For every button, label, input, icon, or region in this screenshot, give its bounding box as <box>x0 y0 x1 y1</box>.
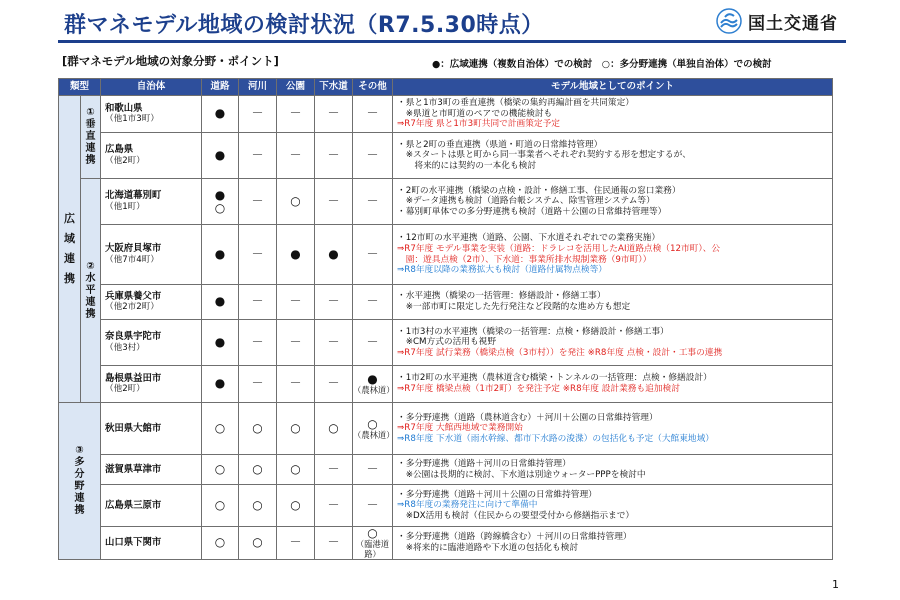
mark-sewer <box>315 485 353 527</box>
mark-sewer <box>315 403 353 455</box>
mark-park <box>277 320 315 366</box>
city-name: 広島県 <box>105 144 134 155</box>
city-cell <box>101 366 202 403</box>
mark-symbol: ● <box>367 372 378 386</box>
table-row <box>59 366 833 403</box>
table-row <box>59 179 833 225</box>
mark-symbol: ○ <box>214 461 226 476</box>
point-line: ・1市2町の水平連携（農林道含む橋梁・トンネルの一括管理：点検・修繕設計） <box>397 373 712 384</box>
city-partners: （他1町） <box>105 201 145 212</box>
point-line: ・12市町の水平連携（道路、公園、下水道それぞれでの業務実施） <box>397 233 661 244</box>
mark-other <box>353 179 393 225</box>
point-cell <box>393 179 833 225</box>
mark-road <box>202 96 239 133</box>
mark-symbol: ● <box>328 246 339 261</box>
group-vertical-text: ①垂直連携 <box>85 107 96 166</box>
mark-sewer <box>315 225 353 285</box>
city-partners: （他3村） <box>105 342 145 353</box>
mark-sewer <box>315 527 353 560</box>
mark-symbol: － <box>327 193 340 208</box>
point-line: ・1市3村の水平連携（橋梁の一括管理：点検・修繕設計・修繕工事） <box>397 326 669 337</box>
col-road: 道路 <box>202 79 239 96</box>
point-line: ⇒R7年度 県と1市3町共同で計画策定予定 <box>397 119 560 130</box>
ministry-name: 国土交通省 <box>748 13 838 34</box>
point-cell <box>393 133 833 179</box>
city-cell <box>101 179 202 225</box>
mark-road <box>202 455 239 485</box>
point-cell <box>393 485 833 527</box>
point-cell <box>393 455 833 485</box>
mark-river <box>239 285 277 320</box>
city-cell <box>101 455 202 485</box>
table-row <box>59 455 833 485</box>
mark-symbol: ○ <box>214 497 226 512</box>
point-line: ※将来的に臨港道路や下水道の包括化も検討 <box>397 543 579 553</box>
mark-symbol-secondary: ○ <box>214 200 226 215</box>
mark-symbol: － <box>251 334 264 349</box>
city-partners: （他2町） <box>105 384 145 394</box>
mark-symbol: － <box>327 334 340 349</box>
city-name: 島根県益田市 <box>105 372 162 384</box>
city-cell <box>101 403 202 455</box>
mark-park <box>277 96 315 133</box>
mark-symbol: － <box>366 294 379 309</box>
point-line: 園：遊具点検（2市）、下水道：事業所排水規制業務（9市町）） <box>397 254 652 265</box>
mark-note: （農林道） <box>353 429 395 440</box>
point-cell <box>393 225 833 285</box>
table-row <box>59 485 833 527</box>
mark-symbol: － <box>289 106 302 121</box>
model-region-table <box>58 78 833 560</box>
mark-other <box>353 485 393 527</box>
point-cell <box>393 96 833 133</box>
mark-park <box>277 225 315 285</box>
city-partners: （他2市2町） <box>105 302 159 312</box>
group-multi-text: ③多分野連携 <box>74 445 85 516</box>
point-line: ※スタートは県と町から同一事業者へそれぞれ契約する形を想定するが、 <box>397 150 691 161</box>
mark-symbol: － <box>251 376 264 391</box>
mark-symbol: ○ <box>252 461 263 476</box>
mark-symbol: － <box>289 535 302 550</box>
point-line: ・県と1市3町の垂直連携（橋梁の集約再編計画を共同策定） <box>397 98 634 109</box>
group-vertical-label <box>81 96 101 179</box>
point-line: ⇒R7年度 橋梁点検（1市2町）を発注予定 ※R8年度 設計業務も追加検討 <box>397 384 680 394</box>
point-cell <box>393 320 833 366</box>
mark-symbol: ● <box>214 334 226 349</box>
col-river: 河川 <box>239 79 277 96</box>
mark-symbol: － <box>366 147 379 162</box>
mark-road <box>202 485 239 527</box>
point-line: ・幕別町単体での多分野連携も検討（道路＋公園の日常維持管理等） <box>397 206 667 217</box>
city-cell <box>101 527 202 560</box>
mark-symbol: － <box>366 246 379 261</box>
point-line: ・多分野連携（道路＋河川の日常維持管理） <box>397 458 571 469</box>
group-wide-label <box>59 96 81 403</box>
col-park: 公園 <box>277 79 315 96</box>
mark-park <box>277 403 315 455</box>
mark-symbol: ○ <box>290 193 301 208</box>
mark-symbol: ● <box>290 246 301 261</box>
mark-road <box>202 179 239 225</box>
mark-symbol: ● <box>214 106 226 121</box>
mark-sewer <box>315 320 353 366</box>
table-row <box>59 133 833 179</box>
mark-symbol: － <box>289 147 302 162</box>
point-cell <box>393 403 833 455</box>
page-title: 群マネモデル地域の検討状況（R7.5.30時点） <box>64 13 544 38</box>
city-name: 北海道幕別町 <box>105 190 162 201</box>
city-cell <box>101 225 202 285</box>
point-line: ・多分野連携（道路（農林道含む）＋河川＋公園の日常維持管理） <box>397 412 658 423</box>
mark-symbol: ○ <box>290 420 301 435</box>
city-cell <box>101 96 202 133</box>
mark-symbol: ○ <box>328 420 339 435</box>
mark-park <box>277 179 315 225</box>
point-line: ⇒R8年度 下水道（雨水幹線、都市下水路の浚渫）の包括化も予定（大館東地域） <box>397 433 714 444</box>
mark-river <box>239 485 277 527</box>
group-horizontal-text: ②水平連携 <box>85 260 96 320</box>
table-row <box>59 403 833 455</box>
mark-symbol: － <box>289 334 302 349</box>
mark-symbol: － <box>327 106 340 121</box>
city-cell <box>101 285 202 320</box>
mark-symbol: ● <box>214 187 226 202</box>
mark-other <box>353 285 393 320</box>
mark-other <box>353 455 393 485</box>
point-line: ※公園は長期的に検討、下水道は別途ウォーターPPPを検討中 <box>397 469 646 480</box>
mark-road <box>202 225 239 285</box>
legend: ●：広域連携（複数自治体）での検討 ○：多分野連携（単独自治体）での検討 <box>432 59 772 70</box>
mark-symbol: ○ <box>367 526 378 540</box>
mark-road <box>202 133 239 179</box>
mark-road <box>202 403 239 455</box>
mark-other <box>353 96 393 133</box>
point-line: ⇒R8年度の業務発注に向けて準備中 <box>397 500 538 511</box>
mark-symbol: ● <box>214 147 226 162</box>
mark-symbol: － <box>327 497 340 512</box>
mark-symbol: － <box>327 376 340 391</box>
city-name: 秋田県大館市 <box>105 422 162 434</box>
col-type: 類型 <box>59 79 101 96</box>
mark-symbol: － <box>327 147 340 162</box>
mark-symbol: － <box>251 147 264 162</box>
point-line: ⇒R7年度 大館西地域で業務開始 <box>397 423 523 434</box>
city-partners: （他2町） <box>105 155 145 166</box>
table-row <box>59 225 833 285</box>
group-multi-label <box>59 403 101 560</box>
mark-river <box>239 366 277 403</box>
mark-river <box>239 320 277 366</box>
title-bar <box>0 0 900 46</box>
mark-symbol: － <box>251 246 264 261</box>
mark-sewer <box>315 285 353 320</box>
col-other: その他 <box>353 79 393 96</box>
point-line: ・水平連携（橋梁の一括管理：修繕設計・修繕工事） <box>397 291 606 302</box>
mark-park <box>277 455 315 485</box>
mark-road <box>202 320 239 366</box>
mark-road <box>202 527 239 560</box>
mark-river <box>239 133 277 179</box>
mark-note: （臨港道路） <box>355 539 390 559</box>
point-line: ※データ連携も検討（道路台帳システム、除雪管理システム等） <box>397 196 655 207</box>
col-point: モデル地域としてのポイント <box>393 79 833 96</box>
mark-road <box>202 366 239 403</box>
ministry-logo <box>716 8 838 34</box>
mark-park <box>277 133 315 179</box>
mark-symbol: － <box>289 294 302 309</box>
city-name: 滋賀県草津市 <box>105 463 162 475</box>
mark-river <box>239 179 277 225</box>
mark-symbol: － <box>251 294 264 309</box>
point-line: ※一部市町に限定した先行発注など段階的な進め方も想定 <box>397 302 631 312</box>
mark-sewer <box>315 179 353 225</box>
mark-symbol: － <box>366 106 379 121</box>
mark-symbol: ○ <box>367 416 378 431</box>
mark-note: （農林道） <box>353 385 395 395</box>
mark-park <box>277 366 315 403</box>
city-name: 奈良県宇陀市 <box>105 331 162 342</box>
mark-park <box>277 485 315 527</box>
mark-symbol: ○ <box>252 535 263 550</box>
point-line: 将来的には契約の一本化も検討 <box>397 160 537 171</box>
point-cell <box>393 366 833 403</box>
mark-sewer <box>315 455 353 485</box>
group-horizontal-label <box>81 179 101 403</box>
mark-symbol: ○ <box>290 461 301 476</box>
mark-sewer <box>315 366 353 403</box>
mark-park <box>277 527 315 560</box>
col-city: 自治体 <box>101 79 202 96</box>
mark-river <box>239 96 277 133</box>
table-header-row <box>59 79 833 96</box>
point-line: ・2町の水平連携（橋梁の点検・設計・修繕工事、住民通報の窓口業務） <box>397 185 681 196</box>
point-line: ※DX活用も検討（住民からの要望受付から修繕指示まで） <box>397 510 635 521</box>
mark-symbol: － <box>327 535 340 550</box>
city-name: 山口県下関市 <box>105 537 162 549</box>
mark-other <box>353 133 393 179</box>
mark-symbol: － <box>366 497 379 512</box>
mark-symbol: － <box>366 193 379 208</box>
col-sewer: 下水道 <box>315 79 353 96</box>
point-line: ・多分野連携（道路（跨線橋含む）＋河川の日常維持管理） <box>397 532 632 543</box>
city-cell <box>101 133 202 179</box>
mark-symbol: － <box>251 193 264 208</box>
point-line: ※CM方式の活用も視野 <box>397 337 497 348</box>
mark-road <box>202 285 239 320</box>
mark-symbol: － <box>366 334 379 349</box>
mark-symbol: － <box>289 376 302 391</box>
mark-park <box>277 285 315 320</box>
mark-symbol: ○ <box>252 420 263 435</box>
point-cell <box>393 285 833 320</box>
table-row <box>59 320 833 366</box>
city-partners: （他7市4町） <box>105 254 159 265</box>
mark-symbol: ○ <box>290 497 301 512</box>
point-line: ・多分野連携（道路＋河川＋公園の日常維持管理） <box>397 489 597 500</box>
city-name: 兵庫県養父市 <box>105 290 162 302</box>
mark-other <box>353 320 393 366</box>
point-line: ⇒R7年度 試行業務（橋梁点検（3市村））を発注 ※R8年度 点検・設計・工事の連携 <box>397 347 723 358</box>
city-name: 広島県三原市 <box>105 499 162 511</box>
mark-other <box>353 366 393 403</box>
mark-symbol: － <box>327 461 340 476</box>
table-row <box>59 285 833 320</box>
table-row <box>59 96 833 133</box>
mark-symbol: － <box>251 106 264 121</box>
city-partners: （他1市3町） <box>105 114 159 124</box>
mark-symbol: － <box>327 294 340 309</box>
mark-other <box>353 527 393 560</box>
mark-symbol: ○ <box>252 497 263 512</box>
city-name: 和歌山県 <box>105 102 143 114</box>
title-rule <box>58 40 846 43</box>
mark-river <box>239 403 277 455</box>
mark-other <box>353 225 393 285</box>
mark-river <box>239 527 277 560</box>
table-row <box>59 527 833 560</box>
point-line: ※県道と市町道のペアでの機能検討も <box>397 108 553 119</box>
point-line: ⇒R8年度以降の業務拡大も検討（道路付属物点検等） <box>397 265 607 276</box>
mark-symbol: ● <box>214 294 226 309</box>
mark-other <box>353 403 393 455</box>
page-number: 1 <box>832 578 839 591</box>
mark-river <box>239 455 277 485</box>
group-wide-text: 広域連携 <box>64 212 75 285</box>
mark-symbol: ○ <box>214 420 226 435</box>
city-name: 大阪府貝塚市 <box>105 243 162 254</box>
mlit-logo-icon <box>716 8 742 34</box>
mark-sewer <box>315 133 353 179</box>
mark-symbol: ● <box>214 246 226 261</box>
section-subtitle: [群マネモデル地域の対象分野・ポイント] <box>62 54 279 68</box>
mark-symbol: － <box>366 461 379 476</box>
mark-river <box>239 225 277 285</box>
mark-symbol: ● <box>214 376 226 391</box>
mark-sewer <box>315 96 353 133</box>
point-line: ・県と2町の垂直連携（県道・町道の日常維持管理） <box>397 139 603 150</box>
point-cell <box>393 527 833 560</box>
city-cell <box>101 485 202 527</box>
city-cell <box>101 320 202 366</box>
point-line: ⇒R7年度 モデル事業を実装（道路：ドラレコを活用したAI道路点検（12市町）、公 <box>397 243 721 254</box>
mark-symbol: ○ <box>214 535 226 550</box>
